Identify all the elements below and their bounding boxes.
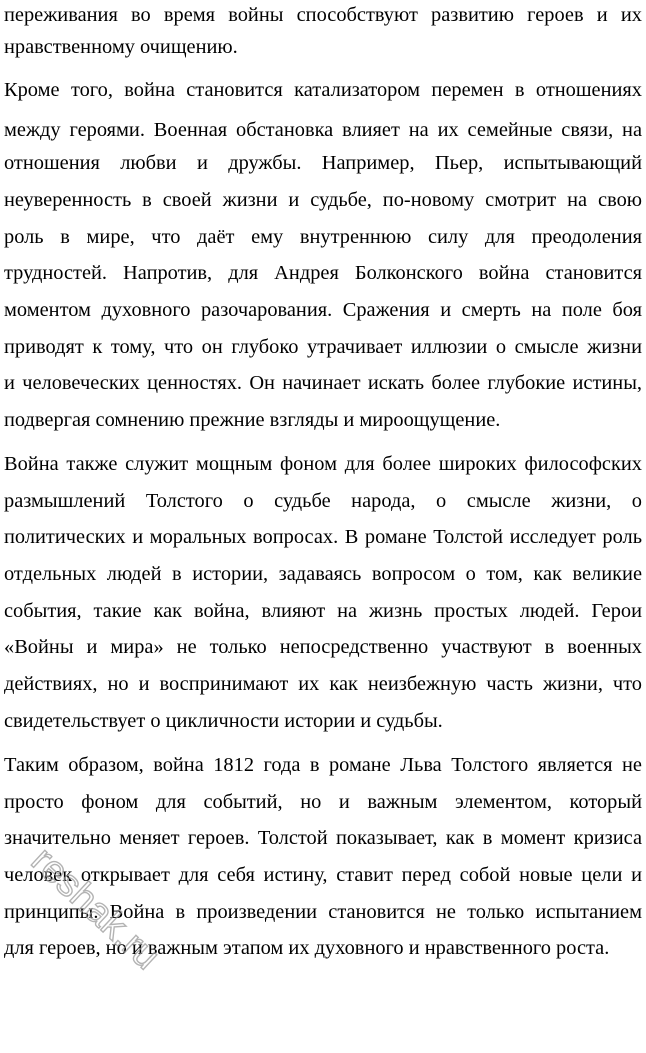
text-line: Война также служит мощным фоном для более широких философских (4, 453, 642, 475)
text-line: действиях, но и воспринимают их как неизбежную часть жизни, что (4, 673, 642, 695)
text-line: переживания во время войны способствуют развитию героев и их (4, 4, 642, 26)
text-line: просто фоном для событий, но и важным элементом, который (4, 791, 642, 813)
text-line: значительно меняет героев. Толстой показывает, как в момент кризиса (4, 827, 642, 849)
text-line: моментом духовного разочарования. Сражения и смерть на поле боя (4, 299, 642, 321)
text-line: роль в мире, что даёт ему внутреннюю силу для преодоления (4, 226, 642, 248)
text-line: неуверенность в своей жизни и судьбе, по-новому смотрит на свою (4, 189, 642, 211)
text-line: для героев, но и важным этапом их духовного и нравственного роста. (4, 937, 610, 959)
text-line: отношения любви и дружбы. Например, Пьер, испытывающий (4, 152, 642, 174)
text-line: «Войны и мира» не только непосредственно участвуют в военных (4, 636, 642, 658)
text-line: размышлений Толстого о судьбе народа, о смысле жизни, о (4, 490, 642, 512)
text-line: политических и моральных вопросах. В романе Толстой исследует роль (4, 526, 642, 548)
text-line: принципы. Война в произведении становится не только испытанием (4, 901, 642, 923)
text-line: Кроме того, война становится катализатором перемен в отношениях (4, 79, 642, 101)
watermark-text: reshak.ru (23, 839, 168, 978)
text-line: и человеческих ценностях. Он начинает искать более глубокие истины, (4, 372, 642, 394)
text-line: отдельных людей в истории, задаваясь вопросом о том, как великие (4, 563, 642, 585)
text-line: приводят к тому, что он глубоко утрачивает иллюзии о смысле жизни (4, 336, 642, 358)
text-line: Таким образом, война 1812 года в романе Льва Толстого является не (4, 754, 642, 776)
text-line: человек открывает для себя истину, ставит перед собой новые цели и (4, 864, 642, 886)
text-line: нравственному очищению. (4, 36, 238, 58)
text-line: подвергая сомнению прежние взгляды и мироощущение. (4, 409, 501, 431)
text-line: между героями. Военная обстановка влияет на их семейные связи, на (4, 119, 642, 141)
text-line: трудностей. Напротив, для Андрея Болконского война становится (4, 262, 642, 284)
text-line: события, такие как война, влияют на жизнь простых людей. Герои (4, 600, 642, 622)
text-line: свидетельствует о цикличности истории и судьбы. (4, 710, 443, 732)
